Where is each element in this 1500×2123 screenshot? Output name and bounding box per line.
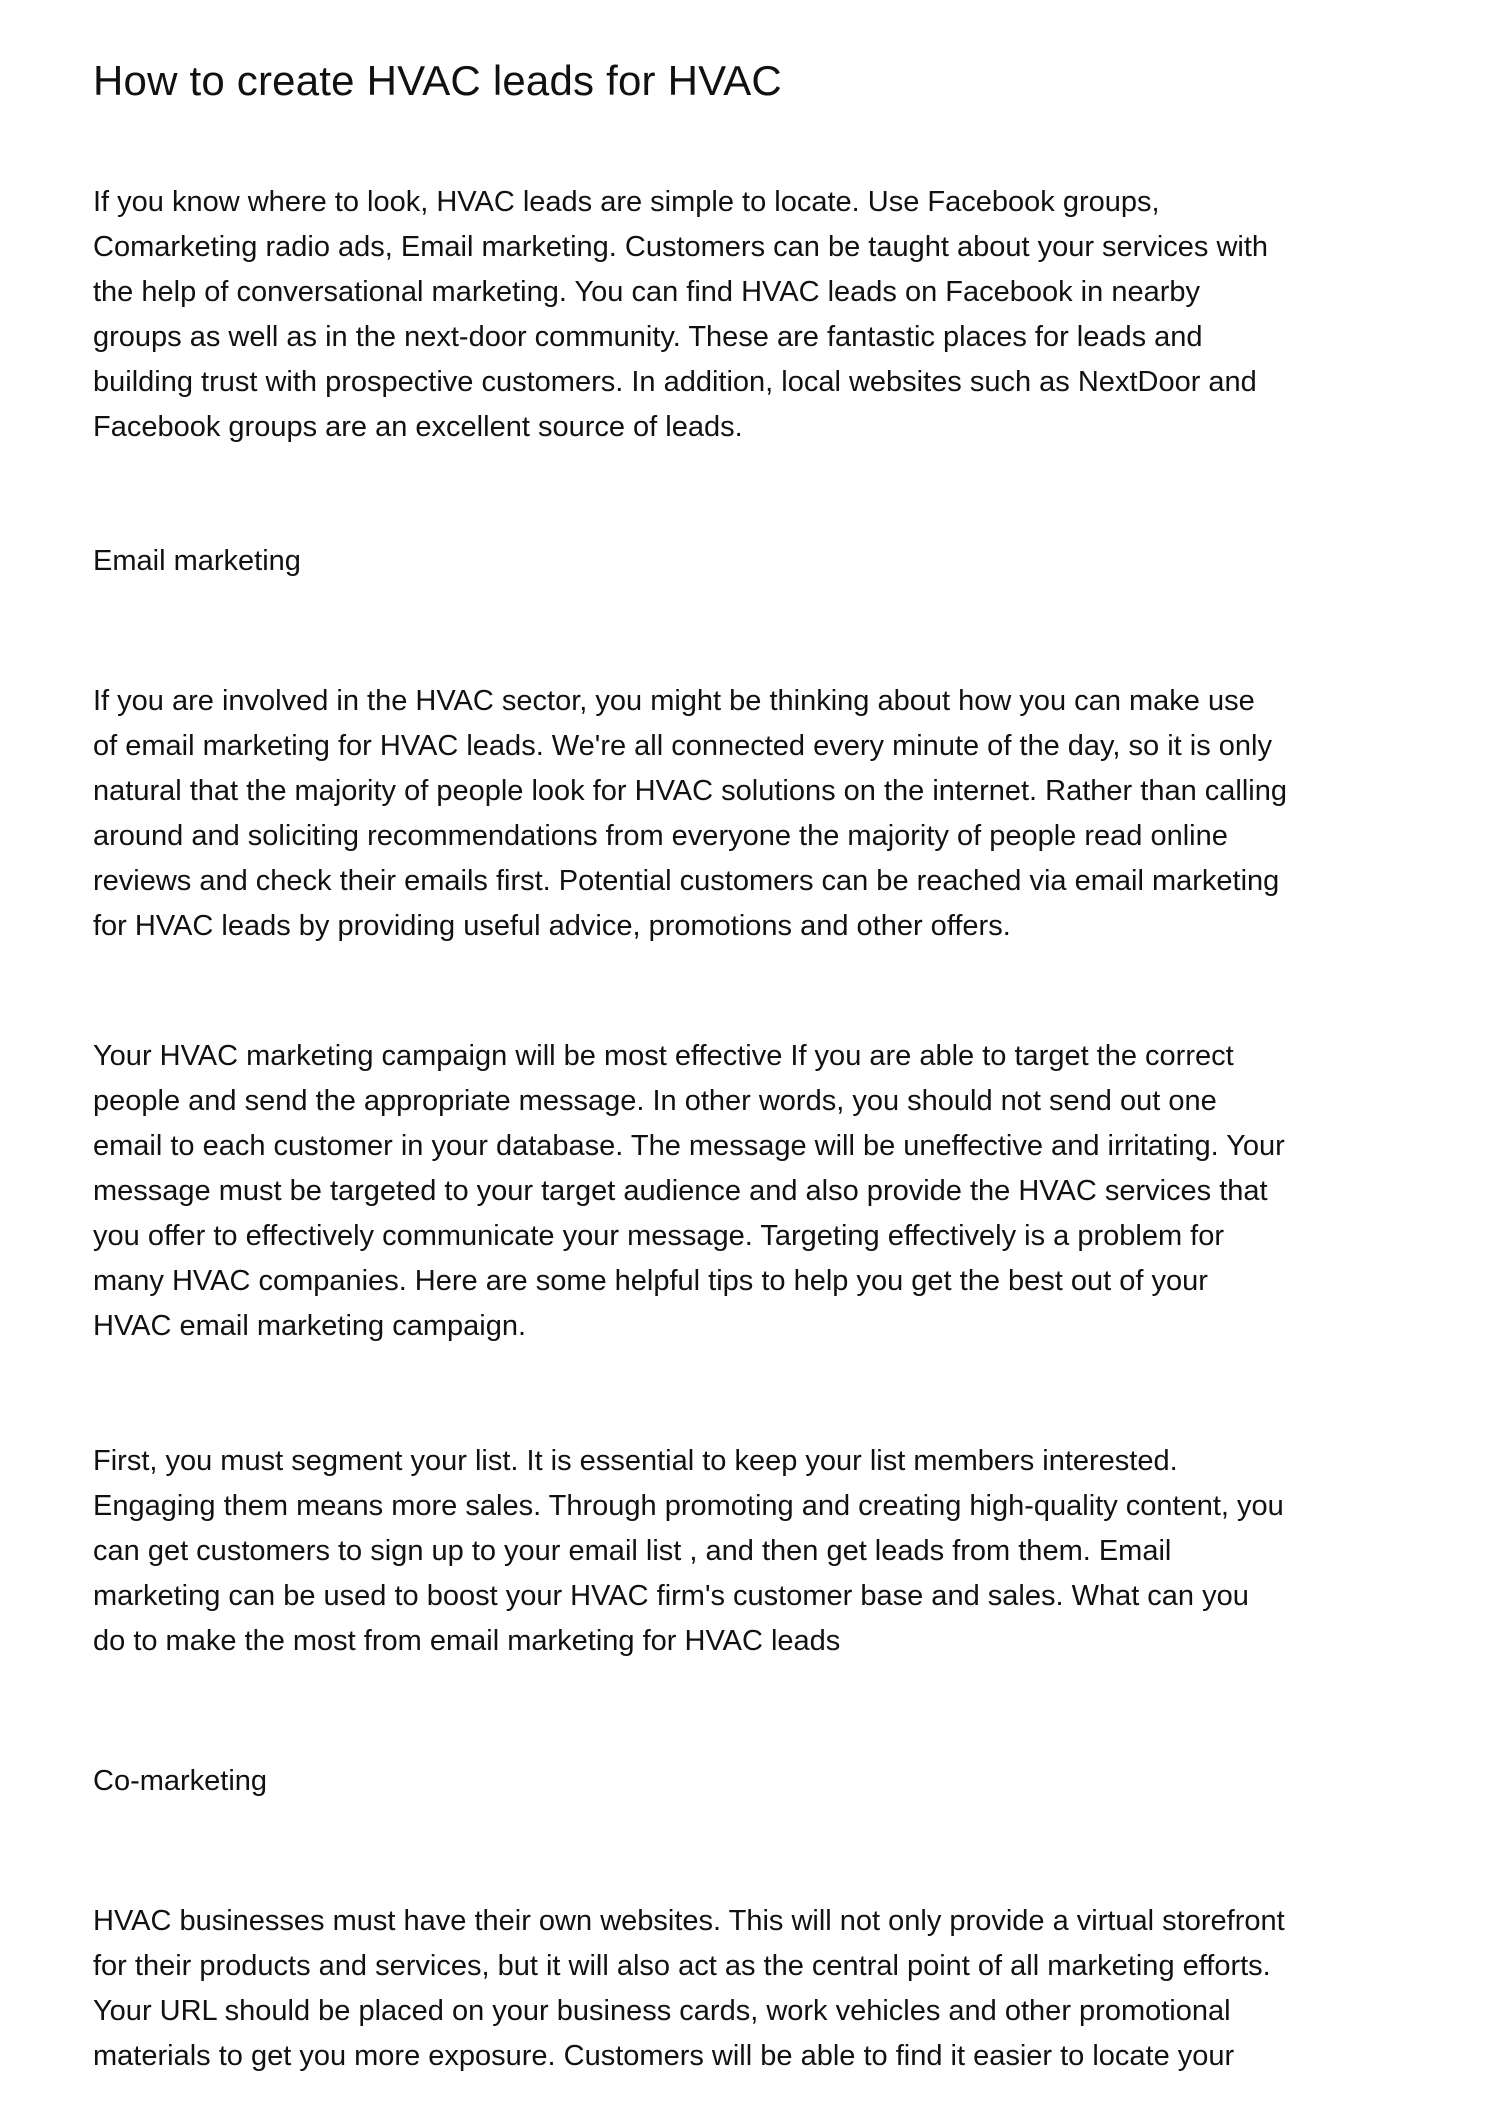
text-line: the help of conversational marketing. You can find HVAC leads on Facebook in nearby: [93, 276, 1200, 308]
text-line: reviews and check their emails first. Potential customers can be reached via email marketing: [93, 865, 1280, 897]
text-line: message must be targeted to your target audience and also provide the HVAC services that: [93, 1175, 1268, 1207]
text-line: Facebook groups are an excellent source of leads.: [93, 411, 743, 443]
text-line: natural that the majority of people look for HVAC solutions on the internet. Rather than calling: [93, 775, 1287, 807]
text-line: marketing can be used to boost your HVAC firm's customer base and sales. What can you: [93, 1580, 1249, 1612]
text-line: groups as well as in the next-door community. These are fantastic places for leads and: [93, 321, 1203, 353]
text-line: for HVAC leads by providing useful advice, promotions and other offers.: [93, 910, 1011, 942]
page-title: How to create HVAC leads for HVAC: [93, 57, 782, 104]
text-line: Your HVAC marketing campaign will be most effective If you are able to target the correct: [93, 1040, 1234, 1072]
paragraph-email-marketing-1: [93, 679, 1410, 949]
text-line: materials to get you more exposure. Customers will be able to find it easier to locate your: [93, 2040, 1235, 2072]
text-line: for their products and services, but it will also act as the central point of all marketing efforts.: [93, 1950, 1271, 1982]
text-line: HVAC businesses must have their own websites. This will not only provide a virtual storefront: [93, 1905, 1285, 1937]
text-line: email to each customer in your database. The message will be uneffective and irritating. Your: [93, 1130, 1285, 1162]
text-line: can get customers to sign up to your email list , and then get leads from them. Email: [93, 1535, 1172, 1567]
text-line: of email marketing for HVAC leads. We're all connected every minute of the day, so it is only: [93, 730, 1272, 762]
text-line: If you are involved in the HVAC sector, you might be thinking about how you can make use: [93, 685, 1255, 717]
text-line: HVAC email marketing campaign.: [93, 1310, 527, 1342]
text-line: many HVAC companies. Here are some helpful tips to help you get the best out of your: [93, 1265, 1208, 1297]
text-line: Comarketing radio ads, Email marketing. Customers can be taught about your services with: [93, 231, 1269, 263]
text-line: First, you must segment your list. It is essential to keep your list members interested.: [93, 1445, 1178, 1477]
text-line: around and soliciting recommendations from everyone the majority of people read online: [93, 820, 1228, 852]
text-line: building trust with prospective customers. In addition, local websites such as NextDoor and: [93, 366, 1257, 398]
text-line: Engaging them means more sales. Through promoting and creating high-quality content, you: [93, 1490, 1284, 1522]
paragraph-email-marketing-2: [93, 1034, 1410, 1349]
paragraph-co-marketing: [93, 1899, 1410, 2079]
text-line: people and send the appropriate message. In other words, you should not send out one: [93, 1085, 1217, 1117]
heading-email-marketing: Email marketing: [93, 545, 301, 577]
paragraph-intro: [93, 180, 1410, 450]
heading-co-marketing: Co-marketing: [93, 1765, 268, 1797]
paragraph-email-marketing-3: [93, 1439, 1410, 1664]
text-line: Your URL should be placed on your business cards, work vehicles and other promotional: [93, 1995, 1231, 2027]
text-line: If you know where to look, HVAC leads are simple to locate. Use Facebook groups,: [93, 186, 1160, 218]
text-line: do to make the most from email marketing for HVAC leads: [93, 1625, 841, 1657]
text-line: you offer to effectively communicate your message. Targeting effectively is a problem for: [93, 1220, 1225, 1252]
